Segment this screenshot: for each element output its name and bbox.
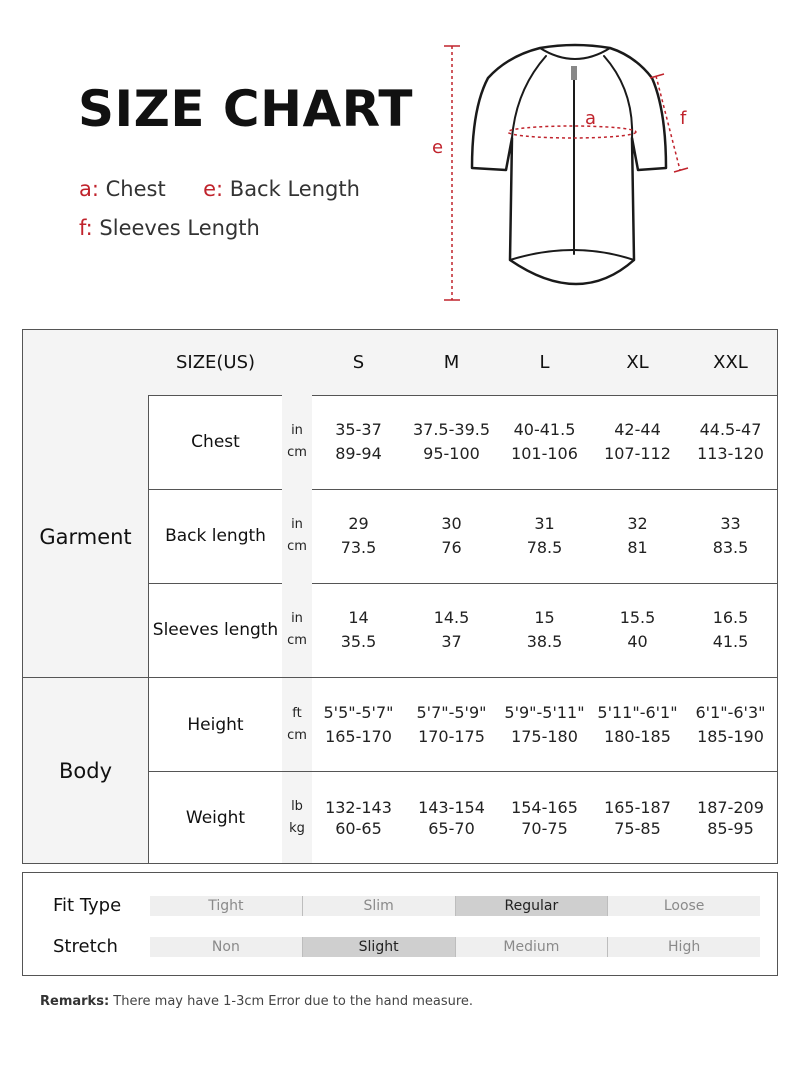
value-cell: 132-143 60-65 — [325, 797, 392, 838]
stretch-option-medium: Medium — [456, 937, 609, 957]
legend-row — [79, 216, 260, 240]
value-cell: 5'7"-5'9" 170-175 — [416, 702, 487, 746]
value-cell: 31 78.5 — [526, 514, 563, 557]
unit-primary: ft — [292, 705, 302, 721]
value-cell: 187-209 85-95 — [697, 797, 764, 838]
value-cell: 44.5-47 113-120 — [697, 420, 764, 463]
value-cell: 5'11"-6'1" 180-185 — [597, 702, 678, 746]
unit-primary: lb — [291, 798, 303, 814]
label-a: a — [585, 108, 597, 129]
fit-type-scale — [150, 896, 760, 916]
label-f: f — [680, 108, 687, 129]
value-cell: 6'1"-6'3" 185-190 — [695, 702, 766, 746]
unit-secondary: cm — [287, 539, 307, 554]
stretch-option-slight: Slight — [303, 937, 456, 957]
unit-secondary: cm — [287, 633, 307, 648]
legend-row — [79, 177, 360, 201]
value-cell: 15.5 40 — [619, 608, 656, 651]
row-label-weight: Weight — [185, 807, 246, 828]
remarks — [40, 994, 473, 1009]
size-header-xxl: XXL — [713, 352, 748, 373]
unit-secondary: cm — [287, 445, 307, 460]
unit-cell — [282, 772, 312, 863]
unit-cell — [282, 489, 312, 583]
value-cell: 40-41.5 101-106 — [511, 420, 578, 463]
value-cell: 35-37 89-94 — [335, 420, 382, 463]
unit-cell — [282, 678, 312, 771]
size-header-l: L — [539, 352, 550, 373]
stretch-scale — [150, 937, 760, 957]
stretch-option-non: Non — [150, 937, 303, 957]
fit-option-slim: Slim — [303, 896, 456, 916]
fit-panel — [22, 872, 778, 976]
row-label-sleeves-length: Sleeves length — [152, 620, 279, 640]
legend-key-e: e: — [203, 177, 224, 201]
row-label-height: Height — [187, 714, 244, 735]
value-cell: 165-187 75-85 — [604, 797, 671, 838]
unit-primary: in — [291, 517, 303, 532]
unit-secondary: cm — [287, 727, 307, 743]
value-cell: 32 81 — [627, 514, 648, 557]
row-label-back-length: Back length — [165, 526, 266, 546]
unit-cell — [282, 395, 312, 489]
fit-type-label: Fit Type — [53, 895, 122, 916]
legend-key-a: a: — [79, 177, 99, 201]
value-cell: 42-44 107-112 — [604, 420, 671, 463]
size-table — [22, 329, 778, 864]
unit-primary: in — [291, 423, 303, 438]
jersey-diagram — [420, 30, 720, 310]
page-title: SIZE CHART — [78, 80, 414, 138]
stretch-option-high: High — [668, 939, 701, 955]
row-label-chest: Chest — [191, 432, 240, 452]
value-cell: 30 76 — [441, 514, 462, 557]
size-header-label: SIZE(US) — [175, 352, 256, 373]
unit-primary: in — [291, 611, 303, 626]
legend-label-sleeves-length: Sleeves Length — [99, 216, 260, 240]
legend-label-chest: Chest — [105, 177, 166, 201]
value-cell: 15 38.5 — [526, 608, 563, 651]
value-cell: 37.5-39.5 95-100 — [412, 420, 491, 463]
label-e: e — [432, 137, 444, 158]
value-cell: 14.5 37 — [433, 608, 470, 651]
group-garment: Garment — [23, 395, 149, 678]
size-header-m: M — [443, 352, 460, 373]
value-cell: 14 35.5 — [340, 608, 377, 651]
remarks-label: Remarks: — [40, 994, 110, 1009]
value-cell: 154-165 70-75 — [511, 797, 578, 838]
value-cell: 5'9"-5'11" 175-180 — [504, 702, 585, 746]
size-header-xl: XL — [626, 352, 649, 373]
fit-option-regular: Regular — [456, 896, 609, 916]
value-cell: 29 73.5 — [340, 514, 377, 557]
remarks-text: There may have 1-3cm Error due to the hand measure. — [113, 994, 474, 1009]
size-header-s: S — [352, 352, 365, 373]
value-cell: 5'5"-5'7" 165-170 — [323, 702, 394, 746]
fit-option-tight: Tight — [150, 896, 303, 916]
unit-cell — [282, 583, 312, 677]
value-cell: 33 83.5 — [712, 514, 749, 557]
fit-option-loose: Loose — [663, 898, 705, 914]
legend-label-back-length: Back Length — [229, 177, 360, 201]
stretch-label: Stretch — [53, 936, 118, 957]
unit-secondary: kg — [289, 820, 305, 836]
legend-key-f: f: — [79, 216, 93, 240]
group-body: Body — [23, 678, 149, 863]
value-cell: 16.5 41.5 — [712, 608, 749, 651]
value-cell: 143-154 65-70 — [418, 797, 485, 838]
